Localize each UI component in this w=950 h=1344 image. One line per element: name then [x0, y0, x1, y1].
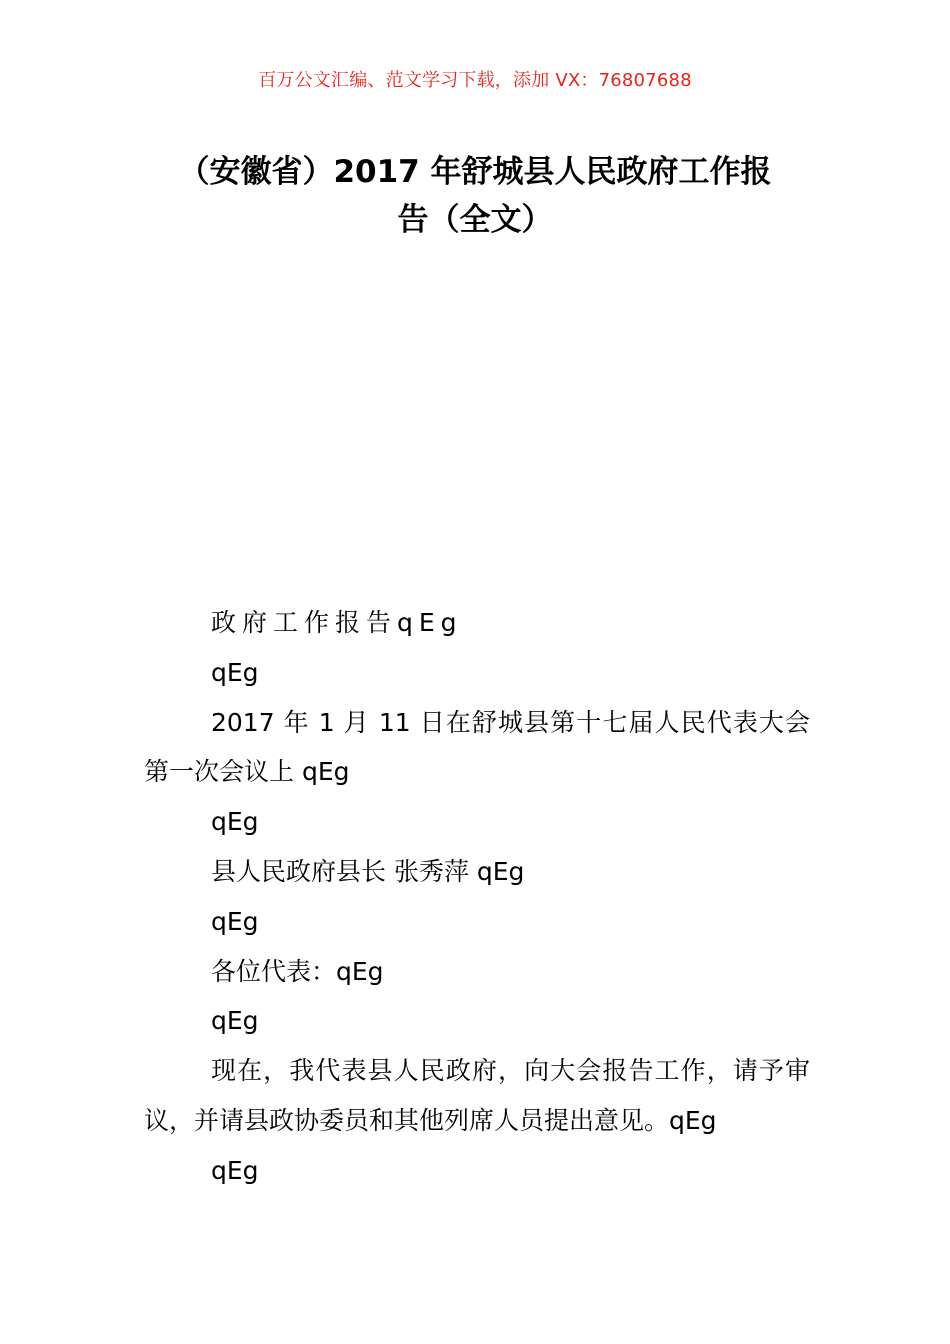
document-body — [144, 598, 810, 1196]
title-line-1: （安徽省）2017 年舒城县人民政府工作报 — [178, 154, 772, 190]
download-promo-banner: 百万公文汇编、范文学习下载，添加 VX：76807688 — [258, 70, 692, 91]
body-paragraph: qEg — [211, 657, 259, 687]
body-paragraph: qEg — [211, 906, 259, 936]
body-paragraph: qEg — [211, 807, 259, 837]
opening-paragraph: 现在，我代表县人民政府，向大会报告工作，请予审议，并请县政协委员和其他列席人员提出意见。qEg — [144, 1056, 810, 1135]
document-title — [140, 148, 810, 244]
salutation-paragraph: 各位代表：qEg — [211, 956, 384, 986]
title-line-2: 告（全文） — [397, 202, 553, 238]
body-paragraph: qEg — [211, 1006, 259, 1036]
heading-paragraph: 政府工作报告qEg — [211, 608, 463, 637]
speaker-paragraph: 县人民政府县长 张秀萍 qEg — [211, 856, 525, 886]
body-paragraph: qEg — [211, 1155, 259, 1185]
meeting-date-paragraph: 2017 年 1 月 11 日在舒城县第十七届人民代表大会第一次会议上 qEg — [144, 707, 810, 787]
